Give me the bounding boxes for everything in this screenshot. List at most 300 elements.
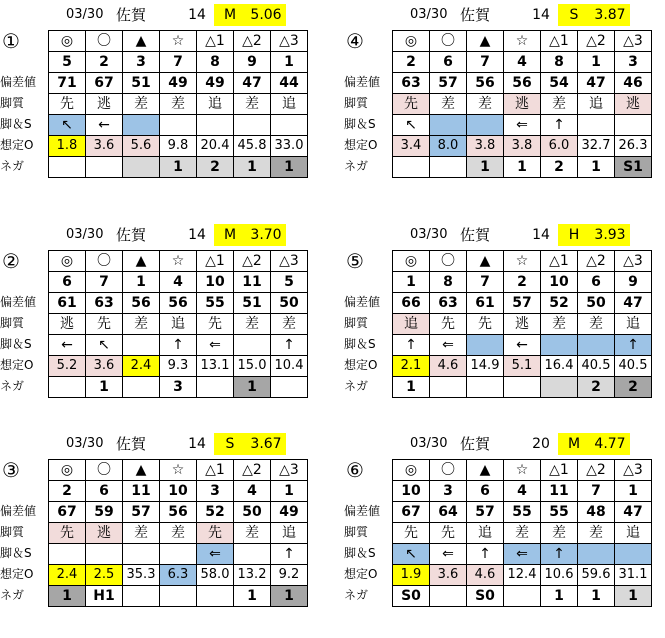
table-row bbox=[49, 356, 308, 377]
table-row bbox=[49, 314, 308, 335]
deviation-cell: 47 bbox=[615, 293, 652, 314]
table-row bbox=[49, 293, 308, 314]
deviation-cell: 49 bbox=[160, 73, 197, 94]
table-row bbox=[49, 502, 308, 523]
race-venue: 佐賀 bbox=[460, 6, 491, 24]
running-style-cell: 先 bbox=[197, 314, 234, 335]
deviation-cell: 55 bbox=[197, 293, 234, 314]
leg-speed-cell: ← bbox=[49, 335, 86, 356]
odds-cell: 58.0 bbox=[197, 565, 234, 586]
horse-number-cell: 8 bbox=[541, 52, 578, 73]
horse-number-cell: 6 bbox=[578, 272, 615, 293]
negative-cell: 1 bbox=[578, 157, 615, 178]
race-header bbox=[60, 4, 320, 26]
mark-cell: ◎ bbox=[49, 31, 86, 52]
mark-cell: ▲ bbox=[467, 460, 504, 481]
odds-cell: 13.1 bbox=[197, 356, 234, 377]
horse-number-cell: 7 bbox=[467, 272, 504, 293]
deviation-cell: 71 bbox=[49, 73, 86, 94]
horse-number-cell: 6 bbox=[86, 481, 123, 502]
horse-number-cell: 10 bbox=[197, 272, 234, 293]
deviation-cell: 57 bbox=[467, 502, 504, 523]
negative-cell: 1 bbox=[86, 377, 123, 398]
leg-speed-cell: ↑ bbox=[541, 544, 578, 565]
mark-cell: ◎ bbox=[49, 251, 86, 272]
table-row bbox=[49, 136, 308, 157]
running-style-cell: 差 bbox=[123, 314, 160, 335]
race-index-mark: ③ bbox=[2, 458, 20, 482]
running-style-cell: 追 bbox=[467, 523, 504, 544]
deviation-cell: 47 bbox=[234, 73, 271, 94]
leg-speed-cell bbox=[160, 115, 197, 136]
mark-cell: ▲ bbox=[123, 460, 160, 481]
horse-number-cell: 10 bbox=[160, 481, 197, 502]
deviation-cell: 55 bbox=[504, 502, 541, 523]
horse-number-cell: 8 bbox=[430, 272, 467, 293]
deviation-cell: 55 bbox=[541, 502, 578, 523]
horse-number-cell: 11 bbox=[123, 481, 160, 502]
negative-cell bbox=[197, 586, 234, 607]
table-row bbox=[393, 31, 652, 52]
mark-cell: ◎ bbox=[393, 31, 430, 52]
mark-cell: ◎ bbox=[393, 251, 430, 272]
table-row bbox=[393, 544, 652, 565]
mark-cell: ☆ bbox=[160, 460, 197, 481]
negative-cell bbox=[271, 377, 308, 398]
table-row bbox=[49, 272, 308, 293]
race-panel bbox=[0, 433, 320, 638]
mark-cell: △1 bbox=[197, 251, 234, 272]
track-condition: M bbox=[214, 4, 246, 26]
table-row bbox=[393, 565, 652, 586]
odds-cell: 1.8 bbox=[49, 136, 86, 157]
row-label: 脚質 bbox=[344, 96, 369, 110]
running-style-cell: 追 bbox=[197, 94, 234, 115]
negative-cell bbox=[504, 377, 541, 398]
negative-cell bbox=[504, 586, 541, 607]
deviation-cell: 57 bbox=[123, 502, 160, 523]
negative-cell: S0 bbox=[393, 586, 430, 607]
race-field-size: 20 bbox=[532, 436, 550, 452]
deviation-cell: 66 bbox=[393, 293, 430, 314]
row-label: 脚質 bbox=[0, 316, 25, 330]
table-row bbox=[393, 272, 652, 293]
deviation-cell: 54 bbox=[541, 73, 578, 94]
table-row bbox=[393, 460, 652, 481]
negative-cell bbox=[430, 377, 467, 398]
deviation-cell: 56 bbox=[123, 293, 160, 314]
mark-cell: △2 bbox=[578, 460, 615, 481]
running-style-cell: 差 bbox=[123, 94, 160, 115]
horse-number-cell: 9 bbox=[234, 52, 271, 73]
odds-cell: 40.5 bbox=[615, 356, 652, 377]
deviation-cell: 52 bbox=[541, 293, 578, 314]
horse-number-cell: 2 bbox=[504, 272, 541, 293]
leg-speed-cell: ⇐ bbox=[430, 544, 467, 565]
deviation-cell: 48 bbox=[578, 502, 615, 523]
race-index-value: 3.70 bbox=[246, 224, 286, 246]
leg-speed-cell bbox=[615, 115, 652, 136]
prediction-table bbox=[48, 250, 308, 398]
leg-speed-cell: ↖ bbox=[393, 115, 430, 136]
leg-speed-cell bbox=[123, 335, 160, 356]
table-row bbox=[49, 335, 308, 356]
race-index-mark: ⑤ bbox=[346, 249, 364, 273]
negative-cell bbox=[86, 157, 123, 178]
table-row bbox=[49, 31, 308, 52]
odds-cell: 3.8 bbox=[467, 136, 504, 157]
deviation-cell: 47 bbox=[615, 502, 652, 523]
horse-number-cell: 1 bbox=[271, 52, 308, 73]
horse-number-cell: 2 bbox=[49, 481, 86, 502]
mark-cell: ☆ bbox=[160, 251, 197, 272]
mark-cell: △1 bbox=[197, 460, 234, 481]
running-style-cell: 差 bbox=[541, 94, 578, 115]
race-index-mark: ② bbox=[2, 249, 20, 273]
odds-cell: 20.4 bbox=[197, 136, 234, 157]
negative-cell: 1 bbox=[234, 157, 271, 178]
mark-cell: ☆ bbox=[504, 251, 541, 272]
running-style-cell: 先 bbox=[49, 523, 86, 544]
race-panel bbox=[0, 4, 320, 209]
negative-cell: 1 bbox=[271, 586, 308, 607]
odds-cell: 3.6 bbox=[86, 136, 123, 157]
table-row bbox=[393, 314, 652, 335]
negative-cell: 2 bbox=[541, 157, 578, 178]
mark-cell: ☆ bbox=[160, 31, 197, 52]
table-row bbox=[393, 136, 652, 157]
negative-cell: 1 bbox=[504, 157, 541, 178]
deviation-cell: 59 bbox=[86, 502, 123, 523]
negative-cell bbox=[430, 586, 467, 607]
odds-cell: 10.6 bbox=[541, 565, 578, 586]
deviation-cell: 51 bbox=[234, 293, 271, 314]
race-venue: 佐賀 bbox=[116, 435, 147, 453]
table-row bbox=[393, 73, 652, 94]
leg-speed-cell bbox=[123, 115, 160, 136]
horse-number-cell: 3 bbox=[123, 52, 160, 73]
running-style-cell: 追 bbox=[393, 314, 430, 335]
table-row bbox=[393, 377, 652, 398]
table-row bbox=[49, 481, 308, 502]
leg-speed-cell bbox=[86, 544, 123, 565]
race-date: 03/30 bbox=[410, 7, 448, 22]
running-style-cell: 差 bbox=[160, 94, 197, 115]
horse-number-cell: 3 bbox=[430, 481, 467, 502]
leg-speed-cell: ← bbox=[86, 115, 123, 136]
running-style-cell: 差 bbox=[123, 523, 160, 544]
deviation-cell: 56 bbox=[467, 73, 504, 94]
race-index-mark: ① bbox=[2, 29, 20, 53]
mark-cell: △2 bbox=[578, 251, 615, 272]
horse-number-cell: 3 bbox=[197, 481, 234, 502]
running-style-cell: 逃 bbox=[504, 314, 541, 335]
mark-cell: 〇 bbox=[86, 251, 123, 272]
running-style-cell: 先 bbox=[49, 94, 86, 115]
negative-cell bbox=[160, 586, 197, 607]
table-row bbox=[49, 544, 308, 565]
row-label: ネガ bbox=[344, 159, 369, 173]
race-index-mark: ④ bbox=[346, 29, 364, 53]
negative-cell: H1 bbox=[86, 586, 123, 607]
row-label: 想定O bbox=[0, 358, 34, 372]
race-field-size: 14 bbox=[532, 7, 550, 23]
table-row bbox=[393, 115, 652, 136]
race-date: 03/30 bbox=[410, 227, 448, 242]
leg-speed-cell bbox=[467, 335, 504, 356]
running-style-cell: 先 bbox=[430, 523, 467, 544]
row-label: 脚＆S bbox=[0, 546, 32, 560]
row-label: 脚＆S bbox=[0, 117, 32, 131]
odds-cell: 3.8 bbox=[504, 136, 541, 157]
deviation-cell: 67 bbox=[86, 73, 123, 94]
horse-number-cell: 6 bbox=[49, 272, 86, 293]
running-style-cell: 先 bbox=[393, 523, 430, 544]
race-header bbox=[404, 4, 664, 26]
row-label: ネガ bbox=[0, 588, 25, 602]
odds-cell: 15.0 bbox=[234, 356, 271, 377]
horse-number-cell: 9 bbox=[615, 272, 652, 293]
odds-cell: 2.5 bbox=[86, 565, 123, 586]
running-style-cell: 追 bbox=[160, 314, 197, 335]
leg-speed-cell bbox=[234, 115, 271, 136]
odds-cell: 1.9 bbox=[393, 565, 430, 586]
leg-speed-cell: ↖ bbox=[86, 335, 123, 356]
deviation-cell: 46 bbox=[615, 73, 652, 94]
odds-cell: 26.3 bbox=[615, 136, 652, 157]
odds-cell: 9.3 bbox=[160, 356, 197, 377]
leg-speed-cell: ↑ bbox=[271, 335, 308, 356]
negative-cell bbox=[123, 377, 160, 398]
race-index-value: 4.77 bbox=[590, 433, 630, 455]
race-date: 03/30 bbox=[66, 436, 104, 451]
deviation-cell: 51 bbox=[123, 73, 160, 94]
leg-speed-cell: ↑ bbox=[271, 544, 308, 565]
mark-cell: 〇 bbox=[430, 251, 467, 272]
odds-cell: 3.6 bbox=[430, 565, 467, 586]
negative-cell: S1 bbox=[615, 157, 652, 178]
deviation-cell: 61 bbox=[49, 293, 86, 314]
negative-cell bbox=[197, 377, 234, 398]
mark-cell: 〇 bbox=[86, 31, 123, 52]
table-row bbox=[49, 157, 308, 178]
table-row bbox=[49, 73, 308, 94]
row-label: 偏差値 bbox=[344, 504, 381, 518]
table-row bbox=[49, 586, 308, 607]
table-row bbox=[49, 377, 308, 398]
running-style-cell: 差 bbox=[271, 314, 308, 335]
prediction-table bbox=[48, 459, 308, 607]
race-index-mark: ⑥ bbox=[346, 458, 364, 482]
deviation-cell: 50 bbox=[234, 502, 271, 523]
table-row bbox=[49, 460, 308, 481]
leg-speed-cell bbox=[197, 115, 234, 136]
leg-speed-cell: ↑ bbox=[615, 335, 652, 356]
race-index-value: 3.67 bbox=[246, 433, 286, 455]
running-style-cell: 差 bbox=[504, 523, 541, 544]
leg-speed-cell bbox=[49, 544, 86, 565]
race-date: 03/30 bbox=[66, 7, 104, 22]
odds-cell: 3.6 bbox=[86, 356, 123, 377]
mark-cell: △2 bbox=[578, 31, 615, 52]
leg-speed-cell bbox=[467, 115, 504, 136]
mark-cell: △2 bbox=[234, 31, 271, 52]
negative-cell: 2 bbox=[197, 157, 234, 178]
row-label: 想定O bbox=[0, 138, 34, 152]
mark-cell: 〇 bbox=[86, 460, 123, 481]
mark-cell: ☆ bbox=[504, 31, 541, 52]
mark-cell: 〇 bbox=[430, 31, 467, 52]
mark-cell: △1 bbox=[541, 251, 578, 272]
race-field-size: 14 bbox=[188, 7, 206, 23]
deviation-cell: 50 bbox=[271, 293, 308, 314]
leg-speed-cell: ↑ bbox=[467, 544, 504, 565]
track-condition: M bbox=[558, 433, 590, 455]
mark-cell: △2 bbox=[234, 460, 271, 481]
row-label: 偏差値 bbox=[344, 295, 381, 309]
deviation-cell: 64 bbox=[430, 502, 467, 523]
horse-number-cell: 11 bbox=[541, 481, 578, 502]
running-style-cell: 差 bbox=[234, 523, 271, 544]
odds-cell: 8.0 bbox=[430, 136, 467, 157]
odds-cell: 9.2 bbox=[271, 565, 308, 586]
running-style-cell: 先 bbox=[197, 523, 234, 544]
horse-number-cell: 4 bbox=[504, 481, 541, 502]
negative-cell: 1 bbox=[234, 377, 271, 398]
odds-cell: 5.2 bbox=[49, 356, 86, 377]
mark-cell: ☆ bbox=[504, 460, 541, 481]
odds-cell: 59.6 bbox=[578, 565, 615, 586]
leg-speed-cell: ↑ bbox=[160, 335, 197, 356]
row-label: 脚＆S bbox=[344, 337, 376, 351]
leg-speed-cell bbox=[578, 335, 615, 356]
horse-number-cell: 2 bbox=[86, 52, 123, 73]
mark-cell: 〇 bbox=[430, 460, 467, 481]
negative-cell bbox=[49, 157, 86, 178]
row-label: 偏差値 bbox=[0, 295, 37, 309]
negative-cell: 1 bbox=[467, 157, 504, 178]
odds-cell: 31.1 bbox=[615, 565, 652, 586]
leg-speed-cell: ⇐ bbox=[430, 335, 467, 356]
deviation-cell: 61 bbox=[467, 293, 504, 314]
horse-number-cell: 7 bbox=[160, 52, 197, 73]
running-style-cell: 逃 bbox=[504, 94, 541, 115]
row-label: 脚質 bbox=[344, 525, 369, 539]
negative-cell: 1 bbox=[615, 586, 652, 607]
horse-number-cell: 2 bbox=[393, 52, 430, 73]
deviation-cell: 47 bbox=[578, 73, 615, 94]
odds-cell: 6.3 bbox=[160, 565, 197, 586]
row-label: ネガ bbox=[0, 379, 25, 393]
row-label: 脚＆S bbox=[344, 117, 376, 131]
race-index-value: 3.87 bbox=[590, 4, 630, 26]
race-header bbox=[60, 433, 320, 455]
row-label: 想定O bbox=[344, 358, 378, 372]
negative-cell: 3 bbox=[160, 377, 197, 398]
race-venue: 佐賀 bbox=[116, 6, 147, 24]
odds-cell: 9.8 bbox=[160, 136, 197, 157]
leg-speed-cell bbox=[578, 544, 615, 565]
horse-number-cell: 7 bbox=[467, 52, 504, 73]
track-condition: M bbox=[214, 224, 246, 246]
leg-speed-cell bbox=[234, 335, 271, 356]
horse-number-cell: 7 bbox=[578, 481, 615, 502]
negative-cell bbox=[123, 157, 160, 178]
running-style-cell: 追 bbox=[271, 94, 308, 115]
running-style-cell: 追 bbox=[578, 94, 615, 115]
mark-cell: ▲ bbox=[123, 31, 160, 52]
horse-number-cell: 1 bbox=[615, 481, 652, 502]
deviation-cell: 52 bbox=[197, 502, 234, 523]
running-style-cell: 差 bbox=[541, 314, 578, 335]
negative-cell: 1 bbox=[234, 586, 271, 607]
table-row bbox=[393, 335, 652, 356]
horse-number-cell: 1 bbox=[393, 272, 430, 293]
negative-cell bbox=[123, 586, 160, 607]
row-label: 脚質 bbox=[0, 525, 25, 539]
negative-cell: 1 bbox=[393, 377, 430, 398]
mark-cell: ◎ bbox=[49, 460, 86, 481]
odds-cell: 35.3 bbox=[123, 565, 160, 586]
deviation-cell: 57 bbox=[504, 293, 541, 314]
running-style-cell: 追 bbox=[615, 523, 652, 544]
running-style-cell: 差 bbox=[234, 314, 271, 335]
running-style-cell: 逃 bbox=[49, 314, 86, 335]
race-field-size: 14 bbox=[188, 227, 206, 243]
track-condition: H bbox=[558, 224, 590, 246]
track-condition: S bbox=[214, 433, 246, 455]
race-venue: 佐賀 bbox=[460, 435, 491, 453]
running-style-cell: 差 bbox=[467, 94, 504, 115]
row-label: ネガ bbox=[0, 159, 25, 173]
running-style-cell: 差 bbox=[541, 523, 578, 544]
running-style-cell: 追 bbox=[271, 523, 308, 544]
race-index-value: 3.93 bbox=[590, 224, 630, 246]
leg-speed-cell: ↑ bbox=[393, 335, 430, 356]
table-row bbox=[393, 523, 652, 544]
table-row bbox=[49, 565, 308, 586]
row-label: 脚質 bbox=[0, 96, 25, 110]
table-row bbox=[393, 293, 652, 314]
horse-number-cell: 1 bbox=[271, 481, 308, 502]
deviation-cell: 56 bbox=[504, 73, 541, 94]
negative-cell: 2 bbox=[615, 377, 652, 398]
negative-cell bbox=[541, 377, 578, 398]
odds-cell: 6.0 bbox=[541, 136, 578, 157]
mark-cell: △2 bbox=[234, 251, 271, 272]
mark-cell: △3 bbox=[615, 31, 652, 52]
table-row bbox=[49, 115, 308, 136]
row-label: 偏差値 bbox=[0, 75, 37, 89]
prediction-table bbox=[392, 459, 652, 607]
mark-cell: △1 bbox=[541, 31, 578, 52]
horse-number-cell: 11 bbox=[234, 272, 271, 293]
odds-cell: 13.2 bbox=[234, 565, 271, 586]
negative-cell bbox=[393, 157, 430, 178]
race-venue: 佐賀 bbox=[116, 226, 147, 244]
odds-cell: 12.4 bbox=[504, 565, 541, 586]
row-label: 脚質 bbox=[344, 316, 369, 330]
table-row bbox=[49, 52, 308, 73]
odds-cell: 3.4 bbox=[393, 136, 430, 157]
odds-cell: 16.4 bbox=[541, 356, 578, 377]
row-label: ネガ bbox=[344, 379, 369, 393]
running-style-cell: 逃 bbox=[86, 94, 123, 115]
odds-cell: 2.4 bbox=[49, 565, 86, 586]
deviation-cell: 56 bbox=[160, 293, 197, 314]
odds-cell: 10.4 bbox=[271, 356, 308, 377]
race-header bbox=[404, 433, 664, 455]
